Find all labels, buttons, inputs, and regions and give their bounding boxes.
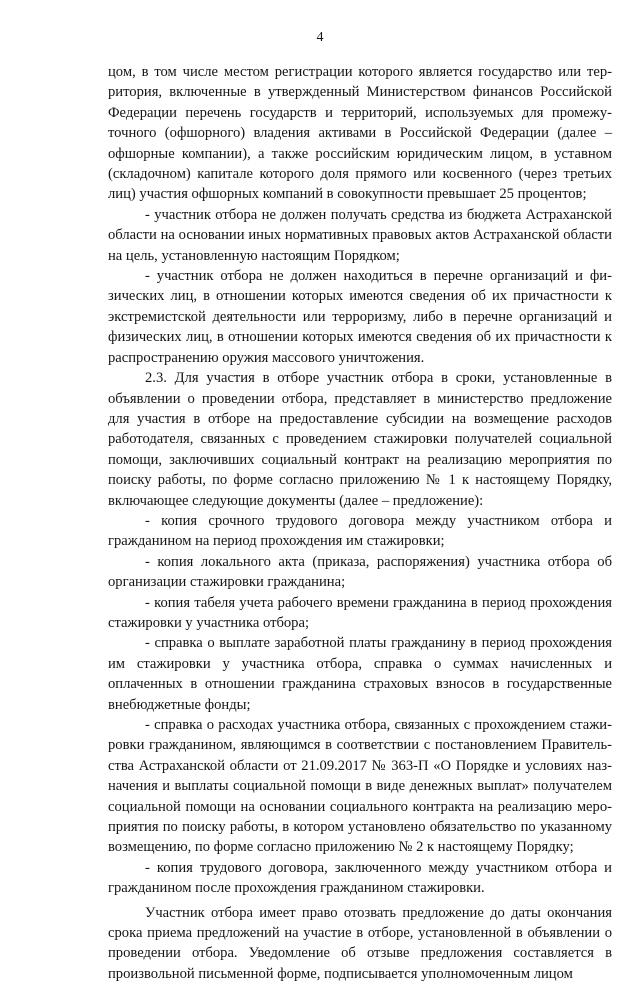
paragraph-budget-funds-requirement: - участник отбора не должен получать средства из бюджета Астраханской области на основании иных нормативных правовых актов Астраханской области на цель, установленную настоящим Порядком; (108, 206, 612, 264)
paragraph-extremism-list-requirement: - участник отбора не должен находиться в перечне организаций и физических лиц, в отношении которых имеются сведения об их причастности к экстремистской деятельности или терроризму, либо в перечне организаций и физических лиц, в отношении которых имеются сведения об их причастности к распространению оружия массового уничтожения. (108, 268, 612, 366)
paragraph-continuation: цом, в том числе местом регистрации которого является государство или территория, включенные в утвержденный Министерством финансов Российской Федерации перечень государств и территорий, используемых для промежуточного (офшорного) владения активами в Российской Федерации (далее – офшорные компании), а также российским юридическим лицом, в уставном (складочном) капитале которого доля прямого или косвенного (через третьих лиц) участия офшорных компаний в совокупности превышает 25 процентов; (108, 64, 612, 203)
paragraph-2-3-proposal: 2.3. Для участия в отборе участник отбора в сроки, установленные в объявлении о проведении отбора, представляет в министерство предложение для участия в отборе на предоставление субсидии на возмещение расходов работодателя, связанных с проведением стажировки получателей социальной помощи, заключивших социальный контракт на реализацию мероприятия по поиску работы, по форме согласно приложению № 1 к настоящему Порядку, включающее следующие документы (далее – предложение): (108, 370, 612, 509)
list-item-expenses-certificate: - справка о расходах участника отбора, связанных с прохождением стажировки гражданином, являющимся в соответствии с постановлением Правительства Астраханской области от 21.09.2017 № 363-П «О Порядке и условиях назначения и выплаты социальной помощи в виде денежных выплат» получателем социальной помощи на основании социального контракта на реализацию мероприятия по поиску работы, в котором установлено обязательство по указанному возмещению, по форме согласно приложению № 2 к настоящему Порядку; (108, 717, 612, 856)
page-number: 4 (316, 30, 324, 45)
paragraph-proposal-withdrawal: Участник отбора имеет право отозвать предложение до даты окончания срока приема предложений на участие в отборе, установленной в объявлении о проведении отбора. Уведомление об отзыве предложения составляется в произвольной письменной форме, подписывается уполномоченным лицом (108, 904, 612, 982)
list-item-labor-contract-copy: - копия трудового договора, заключенного между участником отбора и гражданином после прохождения гражданином стажировки. (108, 859, 612, 897)
list-item-employment-contract-copy: - копия срочного трудового договора между участником отбора и гражданином на период прохождения им стажировки; (108, 512, 612, 550)
list-item-local-act-copy: - копия локального акта (приказа, распоряжения) участника отбора об организации стажировки гражданина; (108, 553, 612, 591)
list-item-salary-certificate: - справка о выплате заработной платы гражданину в период прохождения им стажировки у участника отбора, справка о суммах начисленных и оплаченных в отношении гражданина страховых взносов в государственные внебюджетные фонды; (108, 635, 612, 713)
document-body (108, 62, 612, 984)
list-item-timesheet-copy: - копия табеля учета рабочего времени гражданина в период прохождения стажировки у участника отбора; (108, 594, 612, 631)
